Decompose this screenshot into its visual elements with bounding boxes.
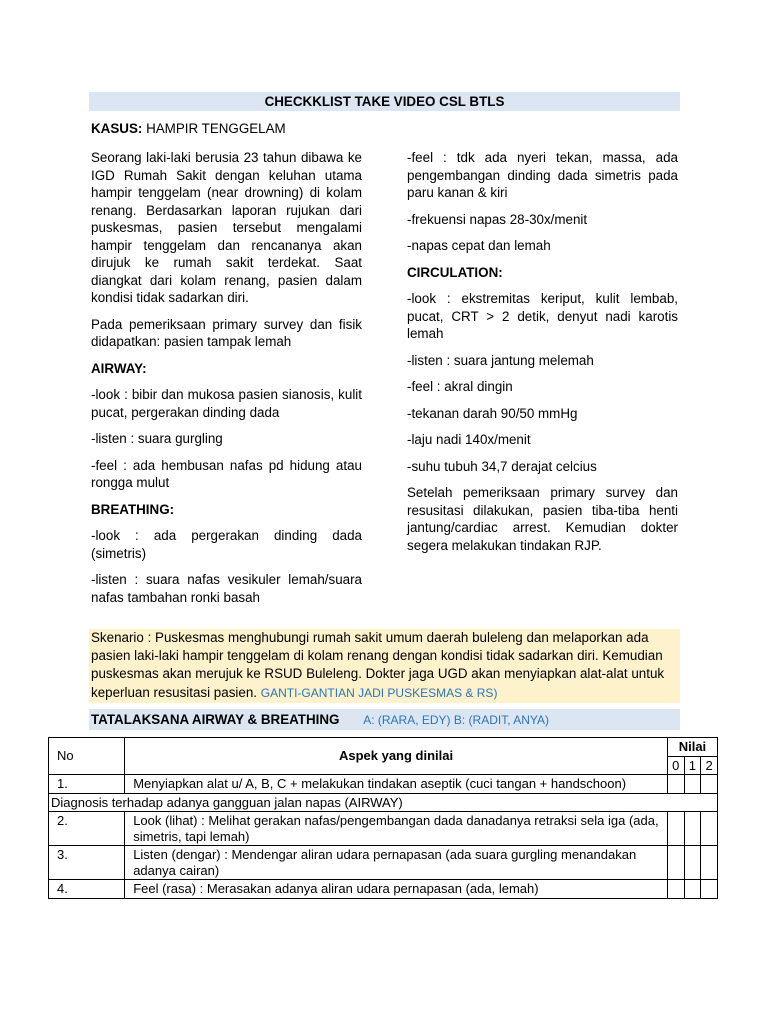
breathing-listen: -listen : suara nafas vesikuler lemah/suara nafas tambahan ronki basah <box>91 572 362 605</box>
right-column <box>407 149 678 563</box>
tatalaksana-note: A: (RARA, EDY) B: (RADIT, ANYA) <box>363 713 550 727</box>
tatalaksana-title: TATALAKSANA AIRWAY & BREATHING <box>91 712 340 727</box>
table-row <box>49 775 718 794</box>
score-cell-1[interactable] <box>684 812 701 846</box>
score-cell-2[interactable] <box>701 812 718 846</box>
table-header-row <box>49 738 718 757</box>
header-nilai: Nilai <box>667 738 717 757</box>
primary-survey-paragraph: Pada pemeriksaan primary survey dan fisik didapatkan: pasien tampak lemah <box>91 316 362 349</box>
case-value: HAMPIR TENGGELAM <box>146 121 286 136</box>
circulation-listen: -listen : suara jantung melemah <box>407 352 594 368</box>
breathing-heading: BREATHING: <box>91 501 175 517</box>
airway-look: -look : bibir dan mukosa pasien sianosis, kulit pucat, pergerakan dinding dada <box>91 387 362 420</box>
score-cell-2[interactable] <box>701 880 718 899</box>
case-line <box>91 120 286 138</box>
table-row <box>49 812 718 846</box>
breathing-look: -look : ada pergerakan dinding dada (simetris) <box>91 528 362 561</box>
respiratory-rate: -frekuensi napas 28-30x/menit <box>407 211 588 227</box>
body-temperature: -suhu tubuh 34,7 derajat celcius <box>407 458 597 474</box>
section-row <box>49 793 718 812</box>
airway-feel: -feel : ada hembusan nafas pd hidung atau rongga mulut <box>91 457 362 490</box>
row-no: 2. <box>49 812 125 846</box>
scenario-text: Skenario : Puskesmas menghubungi rumah sakit umum daerah buleleng dan melaporkan ada pasien laki-laki hampir tenggelam di kolam renang dengan kondisi tidak sadarkan diri. Kemudian puskesmas akan merujuk ke RSUD Buleleng. Dokter jaga UGD akan menyiapkan alat-alat untuk keperluan resusitasi pasien. <box>91 630 665 700</box>
circulation-look: -look : ekstremitas keriput, kulit lembab, pucat, CRT > 2 detik, denyut nadi karotis lemah <box>407 291 678 341</box>
score-header-1: 1 <box>684 756 701 775</box>
case-label: KASUS: <box>91 121 143 136</box>
row-no: 3. <box>49 846 125 880</box>
row-aspek: Listen (dengar) : Mendengar aliran udara pernapasan (ada suara gurgling menandakan adanya cairan) <box>125 846 668 880</box>
score-cell-1[interactable] <box>684 775 701 794</box>
airway-listen: -listen : suara gurgling <box>91 431 223 446</box>
table-row <box>49 846 718 880</box>
blood-pressure: -tekanan darah 90/50 mmHg <box>407 405 578 421</box>
row-aspek: Feel (rasa) : Merasakan adanya aliran udara pernapasan (ada, lemah) <box>125 880 668 899</box>
checklist-table <box>48 737 718 899</box>
score-cell-2[interactable] <box>701 775 718 794</box>
intro-paragraph: Seorang laki-laki berusia 23 tahun dibawa ke IGD Rumah Sakit dengan keluhan utama hampir tenggelam (near drowning) di kolam renang. Berdasarkan laporan rujukan dari puskesmas, pasien tersebut mengalami hampir tenggelam dan rencananya akan dirujuk ke rumah sakit terdekat. Saat diangkat dari kolam renang, pasien dalam kondisi tidak sadarkan diri. <box>91 150 362 305</box>
circulation-feel: -feel : akral dingin <box>407 379 513 394</box>
header-aspek: Aspek yang dinilai <box>125 738 668 775</box>
score-header-0: 0 <box>667 756 684 775</box>
score-cell-1[interactable] <box>684 846 701 880</box>
section-title: Diagnosis terhadap adanya gangguan jalan napas (AIRWAY) <box>49 793 718 812</box>
scenario-note: GANTI-GANTIAN JADI PUSKESMAS & RS) <box>260 685 498 700</box>
breath-quality: -napas cepat dan lemah <box>407 238 551 253</box>
row-aspek: Menyiapkan alat u/ A, B, C + melakukan tindakan aseptik (cuci tangan + handschoon) <box>125 775 668 794</box>
circulation-heading: CIRCULATION: <box>407 264 503 280</box>
scenario-box <box>89 629 680 703</box>
row-no: 4. <box>49 880 125 899</box>
score-header-2: 2 <box>701 756 718 775</box>
left-column <box>91 149 362 615</box>
score-cell-0[interactable] <box>667 775 684 794</box>
airway-heading: AIRWAY: <box>91 360 147 376</box>
after-survey-paragraph: Setelah pemeriksaan primary survey dan resusitasi dilakukan, pasien tiba-tiba henti jantung/cardiac arrest. Kemudian dokter segera melakukan tindakan RJP. <box>407 485 678 553</box>
document-title: CHECKKLIST TAKE VIDEO CSL BTLS <box>89 92 680 111</box>
table-row <box>49 880 718 899</box>
header-no: No <box>49 738 125 775</box>
tatalaksana-bar <box>89 709 680 730</box>
row-aspek: Look (lihat) : Melihat gerakan nafas/pengembangan dada danadanya retraksi sela iga (ada, simetris, tapi lemah) <box>125 812 668 846</box>
score-cell-0[interactable] <box>667 846 684 880</box>
score-cell-0[interactable] <box>667 880 684 899</box>
row-no: 1. <box>49 775 125 794</box>
score-cell-0[interactable] <box>667 812 684 846</box>
score-cell-2[interactable] <box>701 846 718 880</box>
pulse-rate: -laju nadi 140x/menit <box>407 432 531 447</box>
score-cell-1[interactable] <box>684 880 701 899</box>
breathing-feel: -feel : tdk ada nyeri tekan, massa, ada pengembangan dinding dada simetris pada paru kanan & kiri <box>407 150 678 200</box>
